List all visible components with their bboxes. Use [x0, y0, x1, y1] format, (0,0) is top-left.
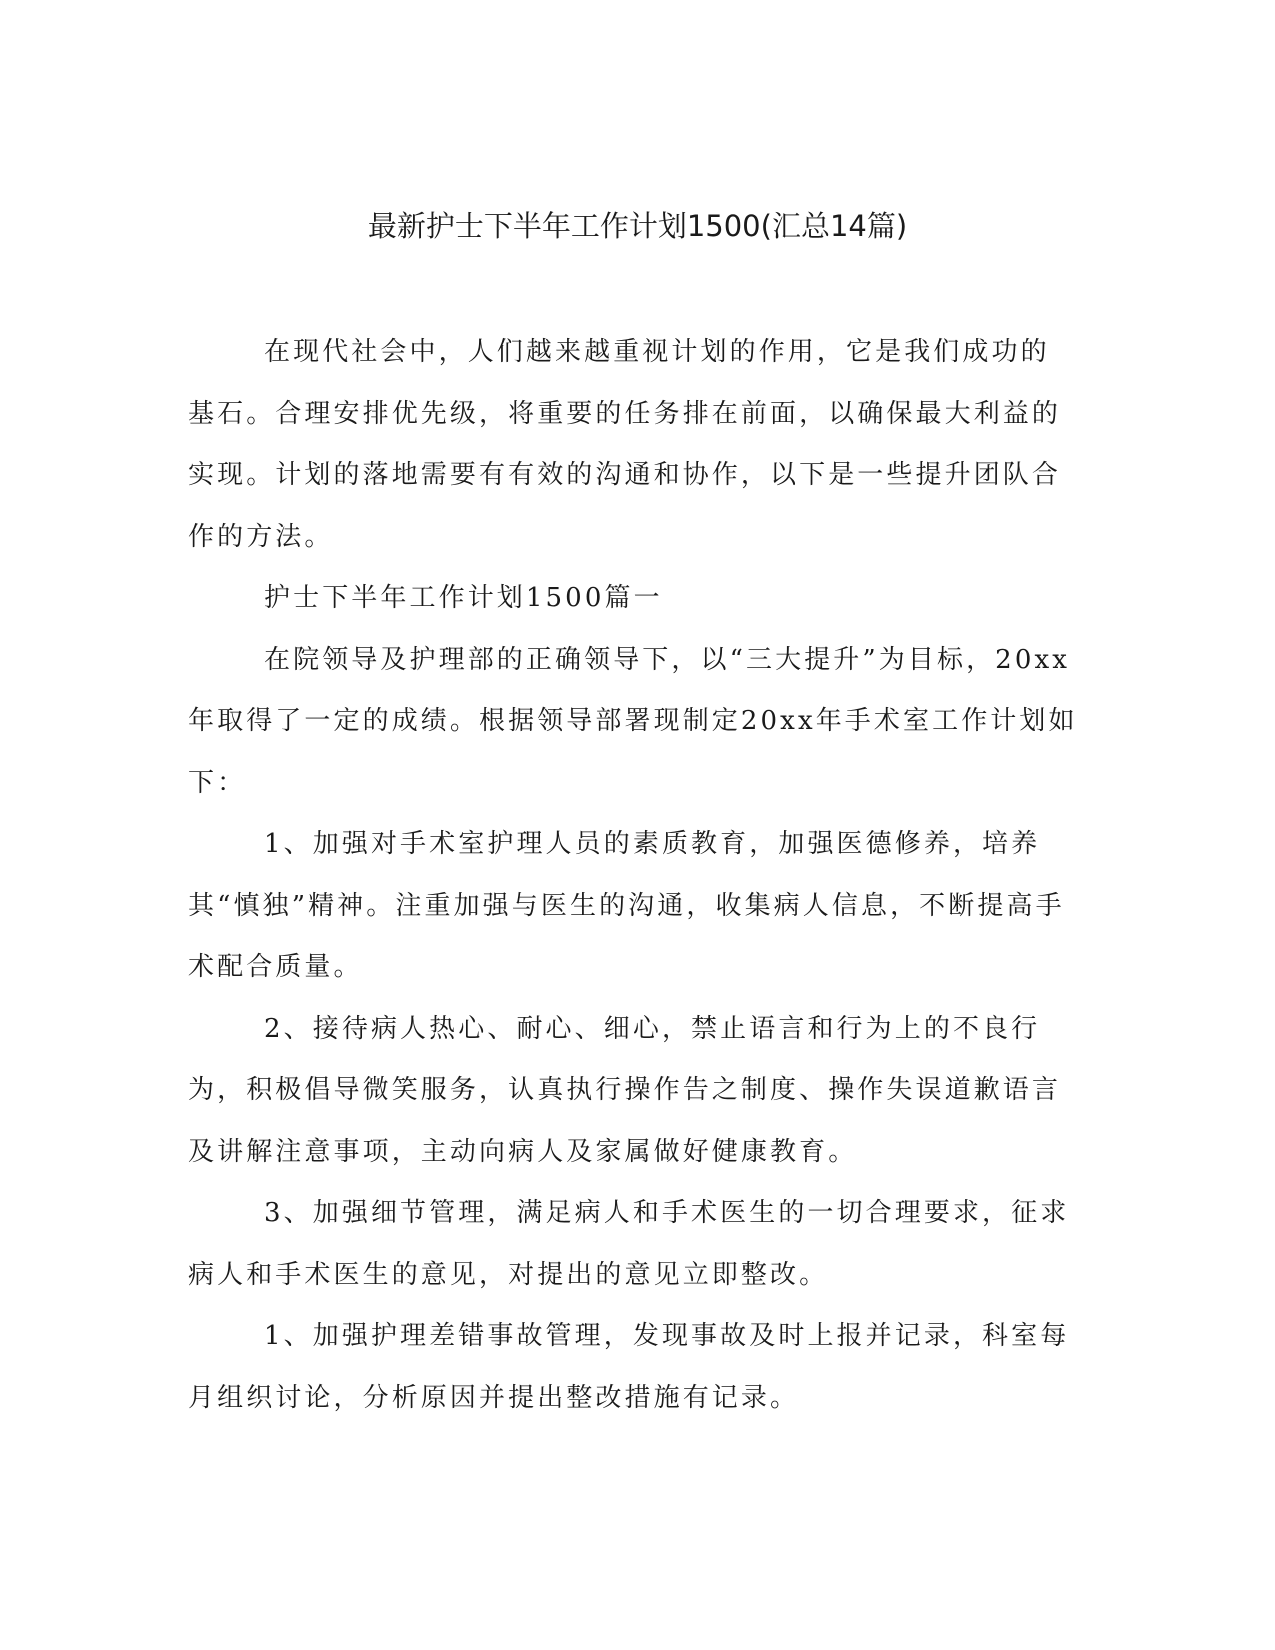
body-paragraph: 在院领导及护理部的正确领导下，以“三大提升”为目标，20xx年取得了一定的成绩。根据领导部署现制定20xx年手术室工作计划如下： — [188, 644, 1078, 798]
section-heading: 护士下半年工作计划1500篇一 — [264, 583, 663, 613]
intro-paragraph: 在现代社会中，人们越来越重视计划的作用，它是我们成功的基石。合理安排优先级，将重要的任务排在前面，以确保最大利益的实现。计划的落地需要有有效的沟通和协作，以下是一些提升团队合作的方法。 — [188, 337, 1062, 552]
list-item: 3、加强细节管理，满足病人和手术医生的一切合理要求，征求病人和手术医生的意见，对提出的意见立即整改。 — [188, 1198, 1070, 1290]
list-item: 1、加强对手术室护理人员的素质教育，加强医德修养，培养其“慎独”精神。注重加强与医生的沟通，收集病人信息，不断提高手术配合质量。 — [188, 829, 1065, 982]
document-title: 最新护士下半年工作计划1500(汇总14篇) — [367, 209, 908, 243]
list-item: 2、接待病人热心、耐心、细心，禁止语言和行为上的不良行为，积极倡导微笑服务，认真执行操作告之制度、操作失误道歉语言及讲解注意事项，主动向病人及家属做好健康教育。 — [188, 1013, 1062, 1167]
list-item: 1、加强护理差错事故管理，发现事故及时上报并记录，科室每月组织讨论，分析原因并提出整改措施有记录。 — [188, 1321, 1070, 1413]
document-body — [188, 322, 1078, 1429]
